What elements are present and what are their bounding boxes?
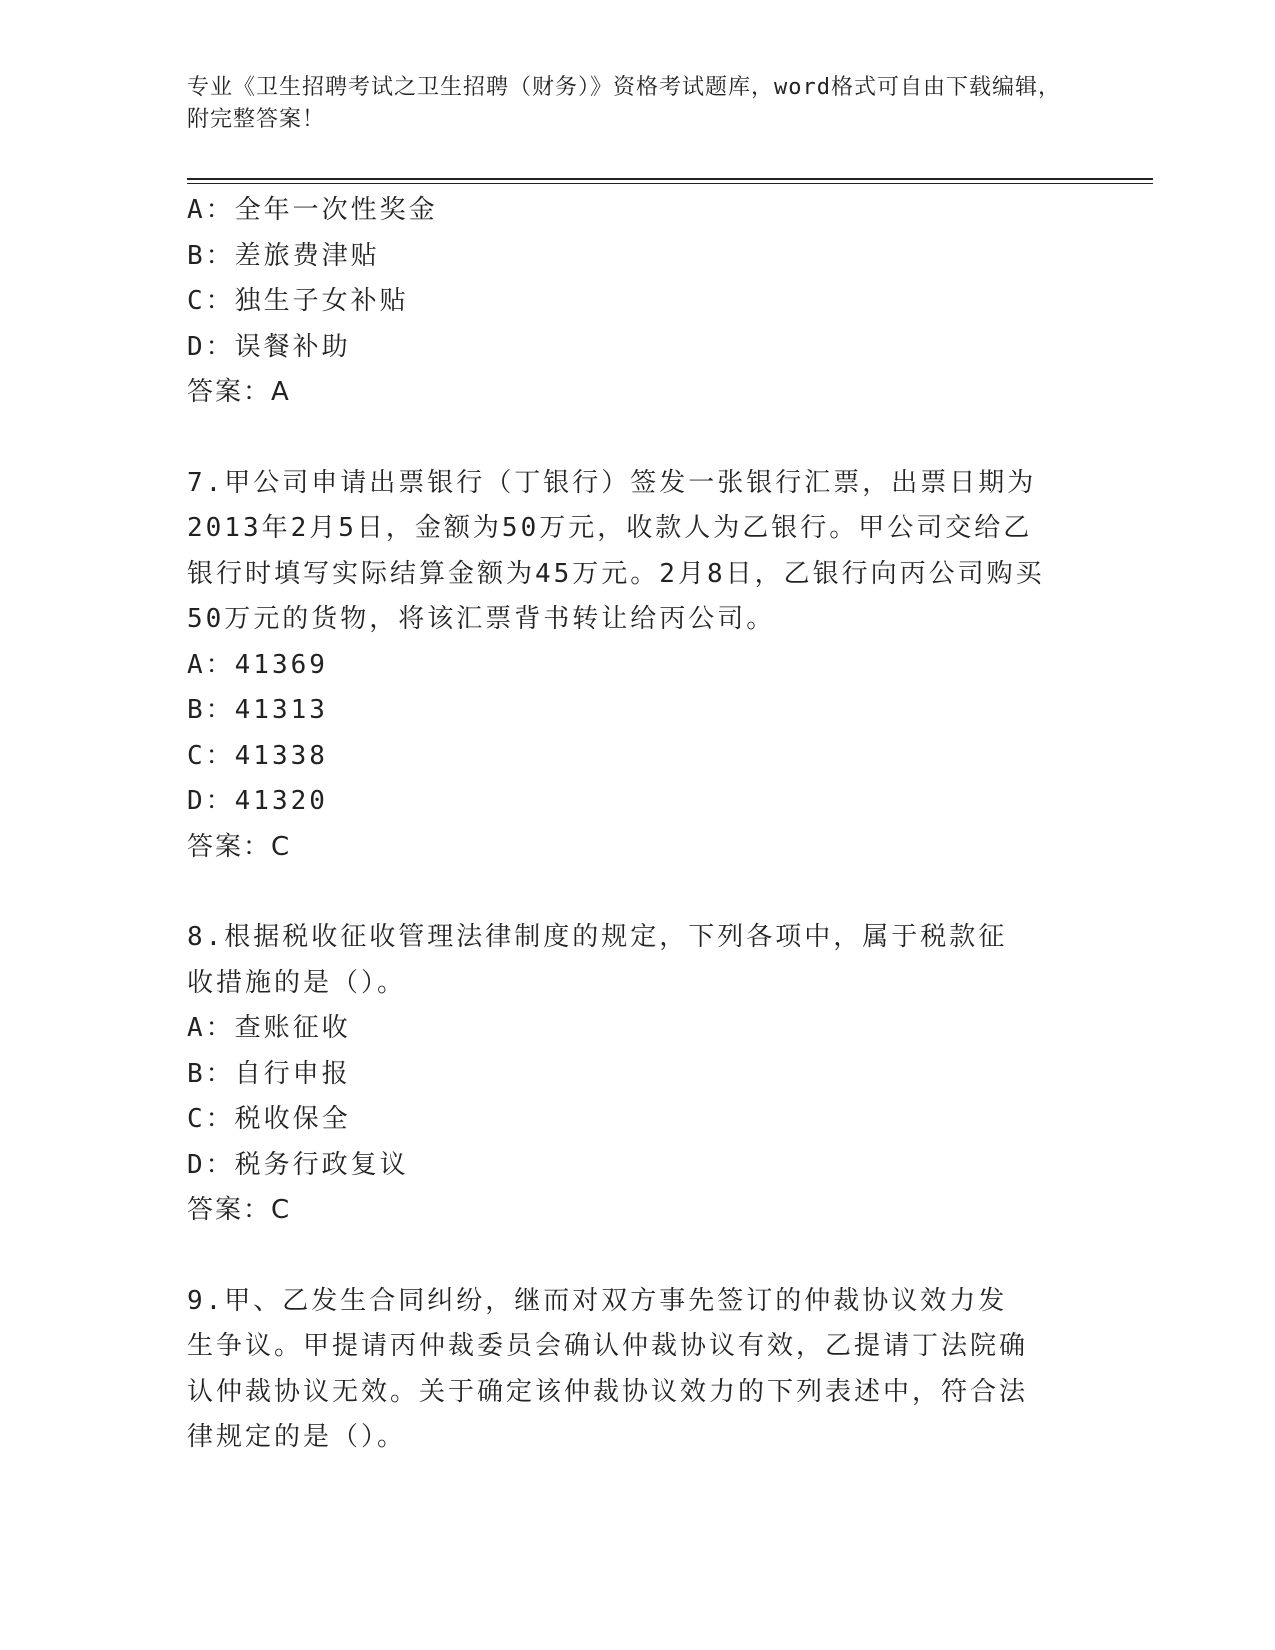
answer: 答案：C: [187, 831, 292, 862]
document-header: 专业《卫生招聘考试之卫生招聘（财务）》资格考试题库，word格式可自由下载编辑，附完整答案！: [187, 75, 1061, 132]
option-c: C：税收保全: [187, 1104, 351, 1134]
option-d: D：41320: [187, 786, 328, 816]
question-content: [187, 188, 1087, 1461]
spacer: [187, 870, 1087, 915]
question-9-block: [187, 1279, 1087, 1461]
option-d: D：税务行政复议: [187, 1149, 409, 1180]
question-8-text: 8.根据税收征收管理法律制度的规定，下列各项中，属于税款征收措施的是（）。: [187, 922, 1008, 998]
answer: 答案：C: [187, 1195, 292, 1225]
option-a: A：41369: [187, 649, 328, 680]
option-c: C：独生子女补贴: [187, 286, 409, 316]
option-b: B：自行申报: [187, 1058, 351, 1089]
option-b: B：差旅费津贴: [187, 240, 380, 271]
spacer: [187, 1234, 1087, 1279]
answer: 答案：A: [187, 377, 291, 407]
question-7-text: 7.甲公司申请出票银行（丁银行）签发一张银行汇票，出票日期为2013年2月5日，金额为50万元，收款人为乙银行。甲公司交给乙银行时填写实际结算金额为45万元。2月8日，乙银行向丙公司购买50万元的货物，将该汇票背书转让给丙公司。: [187, 467, 1045, 634]
option-a: A：查账征收: [187, 1013, 351, 1043]
spacer: [187, 416, 1087, 461]
question-8-block: [187, 915, 1087, 1234]
option-a: A：全年一次性奖金: [187, 195, 438, 225]
question-9-text: 9.甲、乙发生合同纠纷，继而对双方事先签订的仲裁协议效力发生争议。甲提请丙仲裁委员会确认仲裁协议有效，乙提请丁法院确认仲裁协议无效。关于确定该仲裁协议效力的下列表述中，符合法律规定的是（）。: [187, 1285, 1029, 1452]
prev-question-block: [187, 188, 1087, 416]
option-c: C：41338: [187, 740, 328, 771]
option-d: D：误餐补助: [187, 331, 351, 362]
header-rule-thick: [187, 178, 1153, 180]
question-7-block: [187, 461, 1087, 871]
header-rule-thin: [187, 183, 1153, 184]
option-b: B：41313: [187, 695, 328, 725]
